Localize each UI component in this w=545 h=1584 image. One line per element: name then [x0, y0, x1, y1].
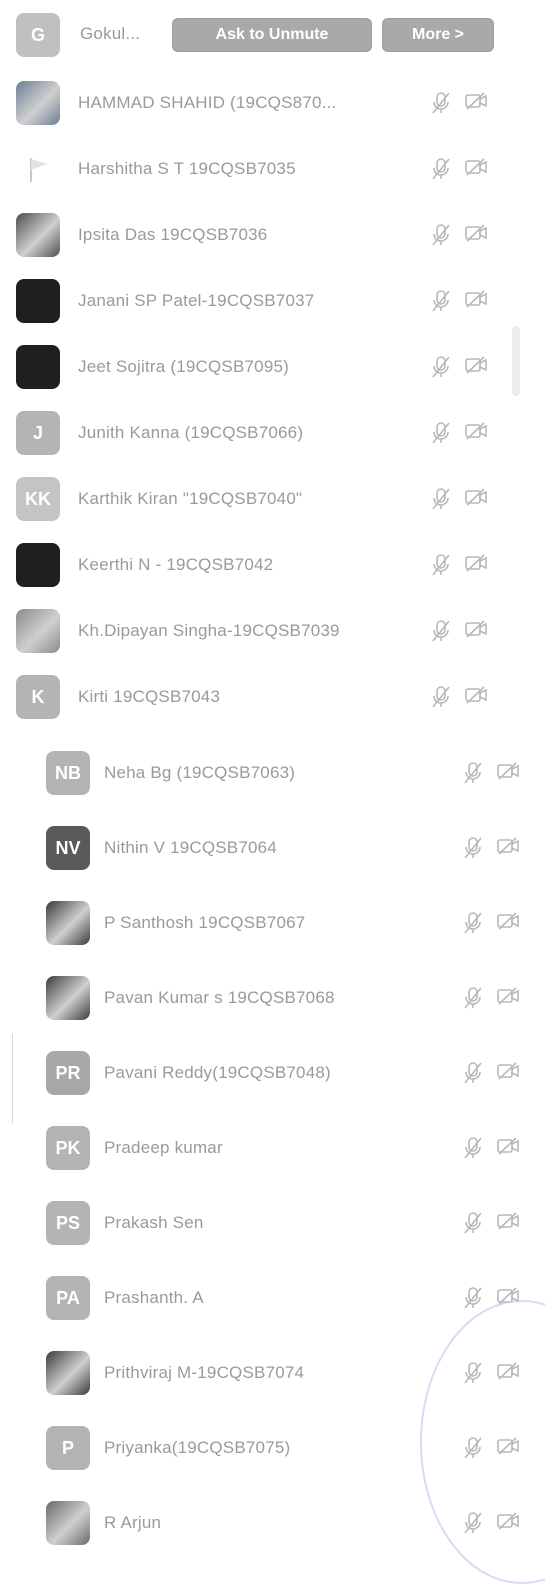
participant-row[interactable] [0, 815, 545, 881]
avatar [16, 345, 60, 389]
participant-name: Neha Bg (19CQSB7063) [104, 763, 296, 782]
camera-off-icon[interactable] [496, 836, 520, 860]
participant-row[interactable] [0, 268, 545, 334]
participant-controls [430, 553, 488, 577]
participant-row[interactable] [0, 1190, 545, 1256]
participant-name: P Santhosh 19CQSB7067 [104, 913, 306, 932]
participant-controls [430, 157, 488, 181]
participant-name: Karthik Kiran "19CQSB7040" [78, 489, 303, 508]
participant-row[interactable] [0, 598, 545, 664]
participant-name: Nithin V 19CQSB7064 [104, 838, 277, 857]
participant-name: R Arjun [104, 1513, 162, 1532]
more-label: More > [411, 26, 464, 43]
avatar [16, 147, 60, 191]
camera-off-icon[interactable] [496, 761, 520, 785]
avatar-initials: NV [55, 837, 81, 858]
avatar [46, 901, 90, 945]
avatar [46, 1201, 90, 1245]
avatar [16, 675, 60, 719]
participant-controls [462, 836, 520, 860]
mic-muted-icon[interactable] [462, 836, 484, 860]
avatar [16, 279, 60, 323]
mic-muted-icon[interactable] [430, 619, 452, 643]
mic-muted-icon[interactable] [430, 91, 452, 115]
mic-muted-icon[interactable] [462, 1211, 484, 1235]
mic-muted-icon[interactable] [430, 157, 452, 181]
mic-muted-icon[interactable] [430, 685, 452, 709]
participant-controls [430, 355, 488, 379]
participant-row[interactable] [0, 965, 545, 1031]
participant-controls [430, 421, 488, 445]
mic-muted-icon[interactable] [430, 289, 452, 313]
avatar [16, 543, 60, 587]
mic-muted-icon[interactable] [430, 421, 452, 445]
avatar-initials: G [30, 24, 45, 45]
camera-off-icon[interactable] [464, 553, 488, 577]
avatar-initials: KK [25, 488, 51, 509]
participant-name: Janani SP Patel-19CQSB7037 [78, 291, 315, 310]
participant-row[interactable] [0, 532, 545, 598]
participant-name: Pradeep kumar [104, 1138, 223, 1157]
divider [0, 1034, 13, 1124]
participant-row[interactable] [0, 1115, 545, 1181]
camera-off-icon[interactable] [464, 223, 488, 247]
mic-muted-icon[interactable] [462, 1136, 484, 1160]
mic-muted-icon[interactable] [430, 487, 452, 511]
camera-off-icon[interactable] [464, 487, 488, 511]
participant-name: Jeet Sojitra (19CQSB7095) [78, 357, 289, 376]
ask-to-unmute-label: Ask to Unmute [215, 26, 329, 43]
avatar [16, 609, 60, 653]
participant-row[interactable] [0, 334, 545, 400]
camera-off-icon[interactable] [464, 157, 488, 181]
participant-controls [462, 1136, 520, 1160]
participant-row[interactable] [0, 890, 545, 956]
participant-controls [430, 619, 488, 643]
participant-name: Prakash Sen [104, 1213, 204, 1232]
avatar [16, 477, 60, 521]
avatar [46, 1126, 90, 1170]
mic-muted-icon[interactable] [430, 355, 452, 379]
camera-off-icon[interactable] [496, 986, 520, 1010]
participant-name: Kh.Dipayan Singha-19CQSB7039 [78, 621, 340, 640]
participant-name: Gokul... [80, 24, 141, 43]
camera-off-icon[interactable] [464, 91, 488, 115]
participant-row[interactable] [0, 136, 545, 202]
participant-controls [462, 1211, 520, 1235]
mic-muted-icon[interactable] [430, 223, 452, 247]
avatar [46, 1351, 90, 1395]
participant-name: HAMMAD SHAHID (19CQS870... [78, 93, 337, 112]
camera-off-icon[interactable] [464, 355, 488, 379]
participant-controls [430, 91, 488, 115]
more-button[interactable] [382, 18, 494, 52]
camera-off-icon[interactable] [464, 619, 488, 643]
participant-row[interactable] [0, 1040, 545, 1106]
avatar-initials: K [31, 686, 45, 707]
selected-participant-row[interactable] [0, 0, 545, 70]
participant-controls [462, 761, 520, 785]
participant-row[interactable] [0, 740, 545, 806]
avatar [46, 1501, 90, 1545]
avatar-initials: PK [55, 1137, 81, 1158]
mic-muted-icon[interactable] [462, 761, 484, 785]
participant-name: Ipsita Das 19CQSB7036 [78, 225, 268, 244]
participant-name: Kirti 19CQSB7043 [78, 687, 221, 706]
participant-controls [430, 487, 488, 511]
participant-name: Junith Kanna (19CQSB7066) [78, 423, 304, 442]
camera-off-icon[interactable] [464, 685, 488, 709]
participant-controls [430, 685, 488, 709]
avatar-initials: P [61, 1437, 74, 1458]
participant-row[interactable] [0, 664, 545, 730]
mic-muted-icon[interactable] [430, 553, 452, 577]
participant-row[interactable] [0, 400, 545, 466]
camera-off-icon[interactable] [496, 1136, 520, 1160]
camera-off-icon[interactable] [464, 421, 488, 445]
avatar [16, 411, 60, 455]
avatar-initials: J [32, 422, 43, 443]
mic-muted-icon[interactable] [462, 986, 484, 1010]
participant-name: Priyanka(19CQSB7075) [104, 1438, 291, 1457]
participant-controls [462, 911, 520, 935]
participant-name: Pavani Reddy(19CQSB7048) [104, 1063, 331, 1082]
camera-off-icon[interactable] [496, 1061, 520, 1085]
camera-off-icon[interactable] [496, 1211, 520, 1235]
avatar [46, 826, 90, 870]
participant-name: Keerthi N - 19CQSB7042 [78, 555, 274, 574]
scrollbar[interactable] [512, 326, 520, 396]
participant-controls [462, 1061, 520, 1085]
avatar [46, 1051, 90, 1095]
avatar-initials: PR [55, 1062, 81, 1083]
camera-off-icon[interactable] [496, 911, 520, 935]
avatar [46, 1276, 90, 1320]
avatar [16, 213, 60, 257]
mic-muted-icon[interactable] [462, 911, 484, 935]
participant-name: Pavan Kumar s 19CQSB7068 [104, 988, 335, 1007]
participant-name: Prashanth. A [104, 1288, 204, 1307]
avatar [46, 1426, 90, 1470]
participant-controls [430, 289, 488, 313]
ask-to-unmute-button[interactable] [172, 18, 372, 52]
participant-row[interactable] [0, 466, 545, 532]
participant-controls [430, 223, 488, 247]
participant-row[interactable] [0, 202, 545, 268]
participant-row[interactable] [0, 70, 545, 136]
participant-controls [462, 986, 520, 1010]
camera-off-icon[interactable] [464, 289, 488, 313]
participant-name: Prithviraj M-19CQSB7074 [104, 1363, 305, 1382]
participant-name: Harshitha S T 19CQSB7035 [78, 159, 296, 178]
avatar-initials: PA [56, 1287, 80, 1308]
mic-muted-icon[interactable] [462, 1286, 484, 1310]
avatar-initials: PS [55, 1212, 80, 1233]
participant-row[interactable] [0, 1265, 545, 1331]
mic-muted-icon[interactable] [462, 1061, 484, 1085]
avatar [46, 976, 90, 1020]
avatar [16, 13, 60, 57]
avatar [46, 751, 90, 795]
avatar-initials: NB [55, 762, 81, 783]
avatar [16, 81, 60, 125]
